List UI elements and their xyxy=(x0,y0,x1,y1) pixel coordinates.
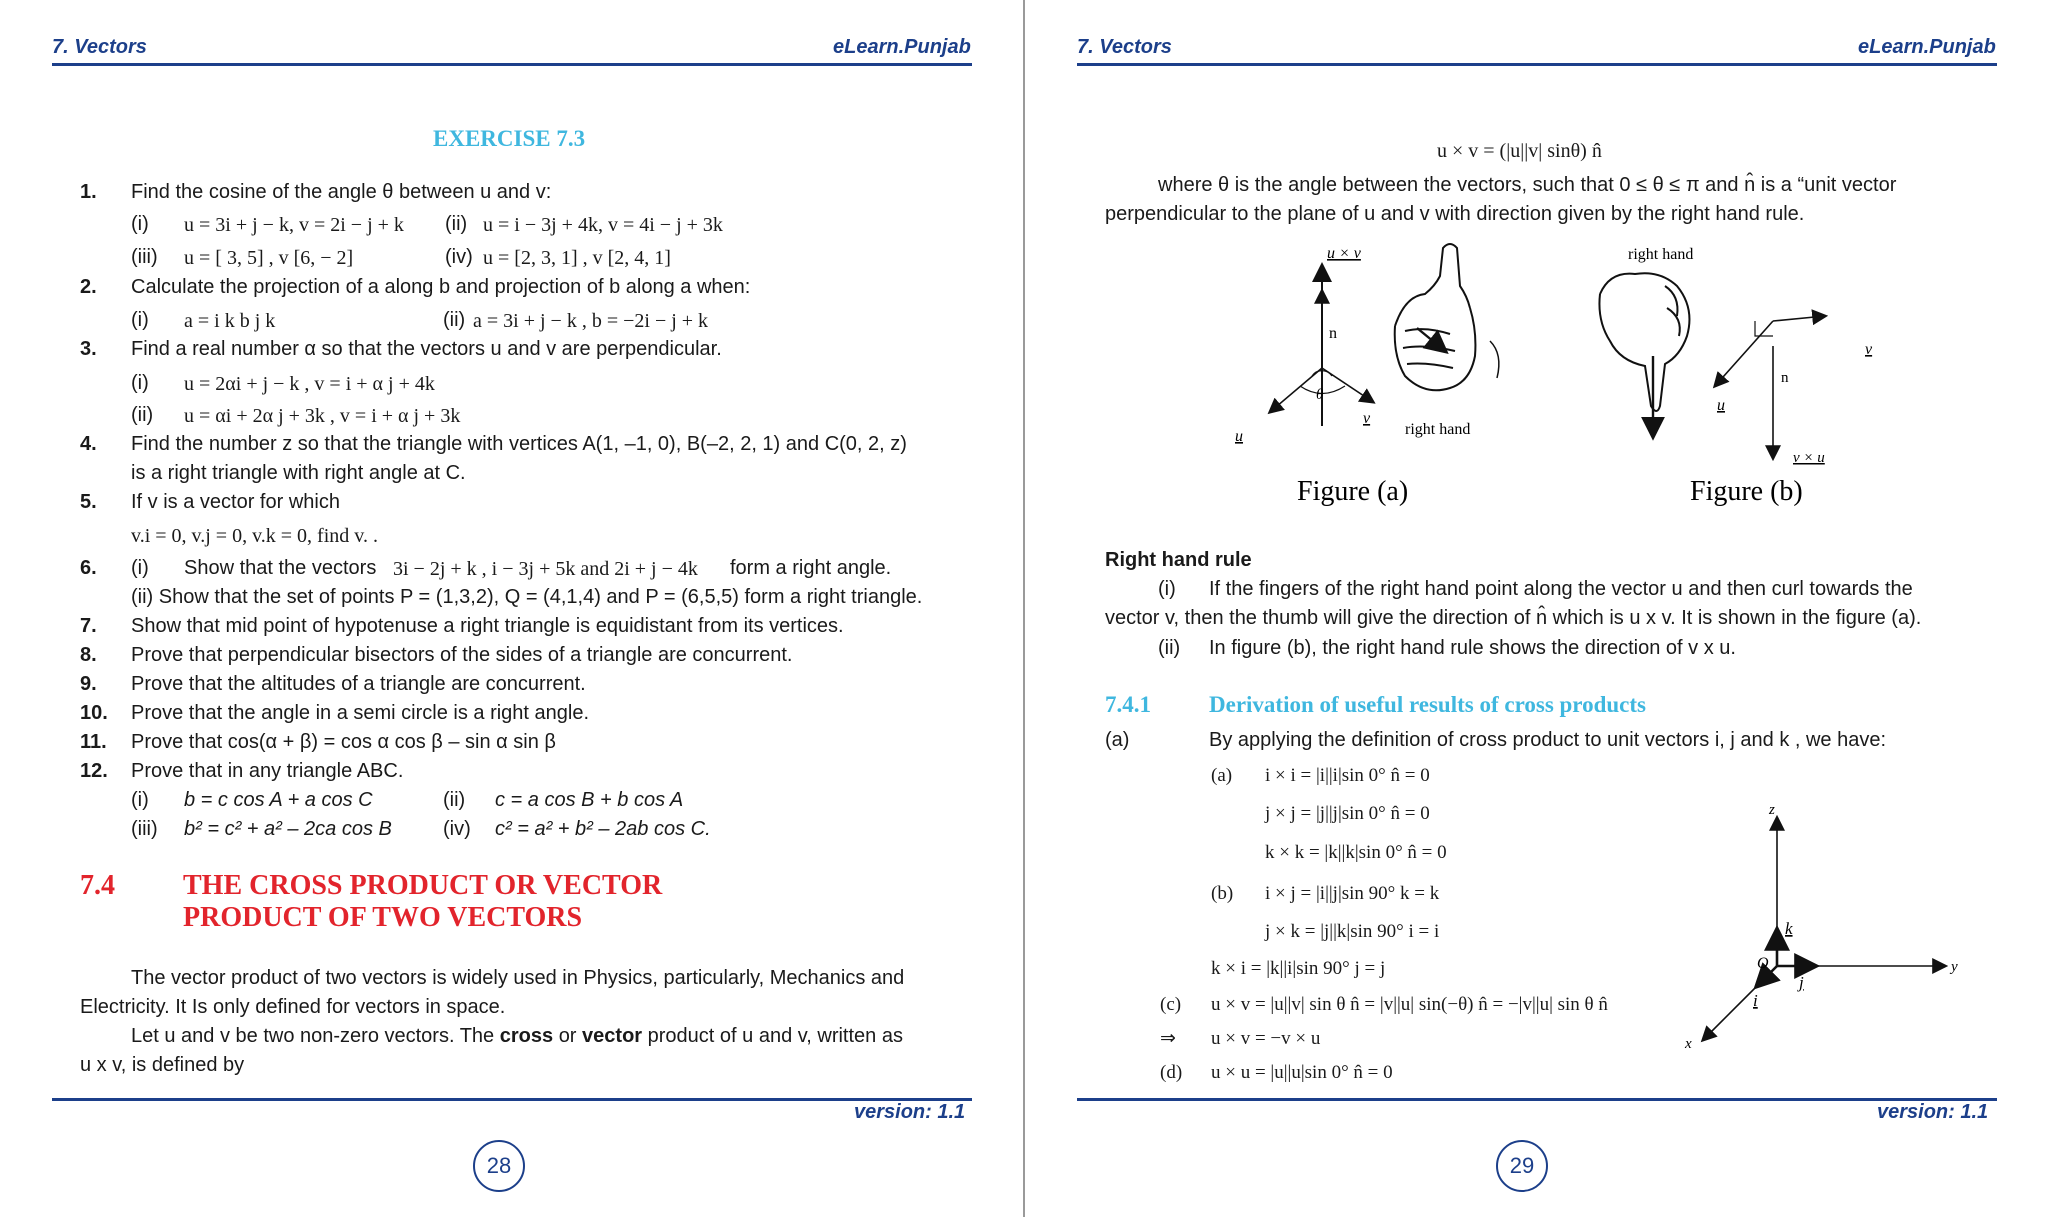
q1-text: Find the cosine of the angle θ between u and v: xyxy=(131,181,552,203)
cross-product-formula: u × v = (|u||v| sinθ) n̂ xyxy=(1437,140,1602,162)
q9-text: Prove that the altitudes of a triangle are concurrent. xyxy=(131,673,586,695)
q1-iii-math: u = [ 3, 5] , v [6, − 2] xyxy=(184,247,354,269)
q8-text: Prove that perpendicular bisectors of the sides of a triangle are concurrent. xyxy=(131,644,793,666)
header-rule xyxy=(52,63,972,66)
eq-b2: j × k = |j||k|sin 90° i = i xyxy=(1265,921,1440,942)
q12-ii-text: c = a cos B + b cos A xyxy=(495,789,684,811)
q2-ii-label: (ii) xyxy=(443,309,466,331)
rhr-ii-label: (ii) xyxy=(1158,637,1181,659)
right-hand-rule-figure xyxy=(1105,236,1965,516)
fig-b-hand-label: right hand xyxy=(1628,246,1694,263)
q12-iv-label: (iv) xyxy=(443,818,471,840)
eq-b1: i × j = |i||j|sin 90° k = k xyxy=(1265,883,1440,904)
q12-ii-label: (ii) xyxy=(443,789,466,811)
page-28 xyxy=(0,0,1023,1217)
footer-version: version: 1.1 xyxy=(1877,1101,1989,1123)
where-line1: where θ is the angle between the vectors, such that 0 ≤ θ ≤ π and n̂ is a “unit vector xyxy=(1158,174,1897,196)
q12-i-label: (i) xyxy=(131,789,149,811)
header-chapter: 7. Vectors xyxy=(52,36,147,58)
q2-text: Calculate the projection of a along b and projection of b along a when: xyxy=(131,276,751,298)
q10-number: 10. xyxy=(80,702,108,724)
q6-i-text1: Show that the vectors xyxy=(184,557,377,579)
q1-number: 1. xyxy=(80,181,97,203)
para1-line1: The vector product of two vectors is widely used in Physics, particularly, Mechanics and xyxy=(131,967,905,989)
q4-line1: Find the number z so that the triangle with vertices A(1, –1, 0), B(–2, 2, 1) and C(0, 2, z) xyxy=(131,433,907,455)
where-line2: perpendicular to the plane of u and v with direction given by the right hand rule. xyxy=(1105,203,1805,225)
fig-a-uxv-label: u × v xyxy=(1327,245,1361,262)
eq-implies: ⇒ xyxy=(1160,1028,1176,1049)
fig-b-u-label: u xyxy=(1717,397,1725,414)
item-a-text: By applying the definition of cross product to unit vectors i, j and k , we have: xyxy=(1209,729,1887,751)
footer-rule xyxy=(52,1098,972,1101)
fig-b-n-label: n xyxy=(1781,370,1789,386)
q1-i-math: u = 3i + j − k, v = 2i − j + k xyxy=(184,214,404,236)
para2-line2: u x v, is defined by xyxy=(80,1054,245,1076)
fig-b-vxu-label: v × u xyxy=(1793,450,1825,466)
q12-iv-text: c² = a² + b² – 2ab cos C. xyxy=(495,818,711,840)
q11-number: 11. xyxy=(80,731,107,753)
page-number: 28 xyxy=(473,1140,525,1192)
unit-j-label: j xyxy=(1799,973,1804,992)
q3-ii-label: (ii) xyxy=(131,404,154,426)
q12-number: 12. xyxy=(80,760,108,782)
q3-ii-math: u = αi + 2α j + 3k , v = i + α j + 3k xyxy=(184,405,461,427)
q12-text: Prove that in any triangle ABC. xyxy=(131,760,404,782)
rhr-i-label: (i) xyxy=(1158,578,1176,600)
q2-ii-math: a = 3i + j − k , b = −2i − j + k xyxy=(473,310,709,332)
q11-text: Prove that cos(α + β) = cos α cos β – sin α sin β xyxy=(131,731,556,753)
eq-d-label: (d) xyxy=(1160,1062,1183,1083)
q4-line2: is a right triangle with right angle at C. xyxy=(131,462,466,484)
q9-number: 9. xyxy=(80,673,97,695)
q3-i-label: (i) xyxy=(131,372,149,394)
q2-i-math: a = i k b j k xyxy=(184,310,276,332)
q1-ii-math: u = i − 3j + 4k, v = 4i − j + 3k xyxy=(483,214,723,236)
eq-c-label: (c) xyxy=(1160,994,1182,1015)
fig-b-v-label: v xyxy=(1865,341,1873,358)
page-29 xyxy=(1025,0,2048,1217)
section-number: 7.4 xyxy=(80,870,115,901)
q2-number: 2. xyxy=(80,276,97,298)
eq-a2: j × j = |j||j|sin 0° n̂ = 0 xyxy=(1265,803,1430,824)
origin-label: O xyxy=(1757,955,1769,972)
fig-a-n-label: n xyxy=(1329,325,1337,342)
eq-b3: k × i = |k||i|sin 90° j = j xyxy=(1211,958,1386,979)
subsection-number: 7.4.1 xyxy=(1105,692,1151,717)
q6-ii-text: (ii) Show that the set of points P = (1,3,2), Q = (4,1,4) and P = (6,5,5) form a right triangle. xyxy=(131,586,923,608)
footer-version: version: 1.1 xyxy=(854,1101,966,1123)
q6-i-text2: form a right angle. xyxy=(730,557,892,579)
figure-b xyxy=(1599,246,1873,507)
eq-a-label: (a) xyxy=(1211,765,1233,786)
para2-line1: Let u and v be two non-zero vectors. The cross or vector product of u and v, written as xyxy=(131,1025,903,1047)
fig-a-v-label: v xyxy=(1363,410,1371,427)
exercise-title: EXERCISE 7.3 xyxy=(433,126,586,151)
q1-iv-label: (iv) xyxy=(445,246,473,268)
unit-k-label: k xyxy=(1785,919,1793,938)
header-chapter: 7. Vectors xyxy=(1077,36,1172,58)
eq-a3: k × k = |k||k|sin 0° n̂ = 0 xyxy=(1265,842,1447,863)
unit-vector-axes-figure xyxy=(1665,800,1958,1060)
q3-i-math: u = 2αi + j − k , v = i + α j + 4k xyxy=(184,373,435,395)
fig-b-caption: Figure (b) xyxy=(1690,476,1803,507)
rhr-ii-text: In figure (b), the right hand rule shows the direction of v x u. xyxy=(1209,637,1736,659)
right-hand-thumb-up-icon xyxy=(1395,244,1499,390)
q7-text: Show that mid point of hypotenuse a right triangle is equidistant from its vertices. xyxy=(131,615,844,637)
axis-z-label: z xyxy=(1769,802,1775,818)
header-site: eLearn.Punjab xyxy=(1858,36,1996,58)
eq-c1: u × v = |u||v| sin θ n̂ = |v||u| sin(−θ) n̂ = −|v||u| sin θ n̂ xyxy=(1211,994,1608,1015)
axis-x-label: x xyxy=(1685,1036,1692,1052)
section-title-line1: THE CROSS PRODUCT OR VECTOR xyxy=(183,870,663,901)
page-number: 29 xyxy=(1496,1140,1548,1192)
fig-a-hand-label: right hand xyxy=(1405,421,1471,438)
eq-a1: i × i = |i||i|sin 0° n̂ = 0 xyxy=(1265,765,1430,786)
right-hand-rule-title: Right hand rule xyxy=(1105,549,1252,571)
eq-d1: u × u = |u||u|sin 0° n̂ = 0 xyxy=(1211,1062,1393,1083)
q3-text: Find a real number α so that the vectors u and v are perpendicular. xyxy=(131,338,722,360)
fig-a-caption: Figure (a) xyxy=(1297,476,1409,507)
fig-a-theta-label: θ xyxy=(1316,387,1324,403)
figure-a xyxy=(1235,244,1499,507)
q1-ii-label: (ii) xyxy=(445,213,468,235)
rhr-i-line2: vector v, then the thumb will give the direction of n̂ which is u x v. It is shown in the figure (a). xyxy=(1105,607,1922,629)
q1-i-label: (i) xyxy=(131,213,149,235)
q4-number: 4. xyxy=(80,433,97,455)
item-a-label: (a) xyxy=(1105,729,1130,751)
para1-line2: Electricity. It Is only defined for vectors in space. xyxy=(80,996,506,1018)
eq-b-label: (b) xyxy=(1211,883,1234,904)
q6-number: 6. xyxy=(80,557,97,579)
q12-iii-text: b² = c² + a² – 2ca cos B xyxy=(184,818,392,840)
header-rule xyxy=(1077,63,1997,66)
rhr-i-line1: If the fingers of the right hand point along the vector u and then curl towards the xyxy=(1209,578,1913,600)
q5-text: If v is a vector for which xyxy=(131,491,340,513)
section-title-line2: PRODUCT OF TWO VECTORS xyxy=(183,902,583,933)
q12-iii-label: (iii) xyxy=(131,818,158,840)
q5-number: 5. xyxy=(80,491,97,513)
q6-i-math: 3i − 2j + k , i − 3j + 5k and 2i + j − 4k xyxy=(393,558,698,580)
q1-iv-math: u = [2, 3, 1] , v [2, 4, 1] xyxy=(483,247,671,269)
unit-i-label: i xyxy=(1753,991,1758,1010)
q1-iii-label: (iii) xyxy=(131,246,158,268)
subsection-title: Derivation of useful results of cross products xyxy=(1209,692,1646,717)
q5-math: v.i = 0, v.j = 0, v.k = 0, find v. . xyxy=(131,525,378,547)
header-site: eLearn.Punjab xyxy=(833,36,971,58)
q8-number: 8. xyxy=(80,644,97,666)
axis-y-label: y xyxy=(1951,959,1958,975)
eq-c2: u × v = −v × u xyxy=(1211,1028,1321,1049)
q7-number: 7. xyxy=(80,615,97,637)
fig-a-u-label: u xyxy=(1235,428,1243,445)
q6-i-label: (i) xyxy=(131,557,149,579)
q2-i-label: (i) xyxy=(131,309,149,331)
right-hand-thumb-down-icon xyxy=(1599,273,1689,436)
footer-rule xyxy=(1077,1098,1997,1101)
q12-i-text: b = c cos A + a cos C xyxy=(184,789,373,811)
q3-number: 3. xyxy=(80,338,97,360)
q10-text: Prove that the angle in a semi circle is a right angle. xyxy=(131,702,590,724)
